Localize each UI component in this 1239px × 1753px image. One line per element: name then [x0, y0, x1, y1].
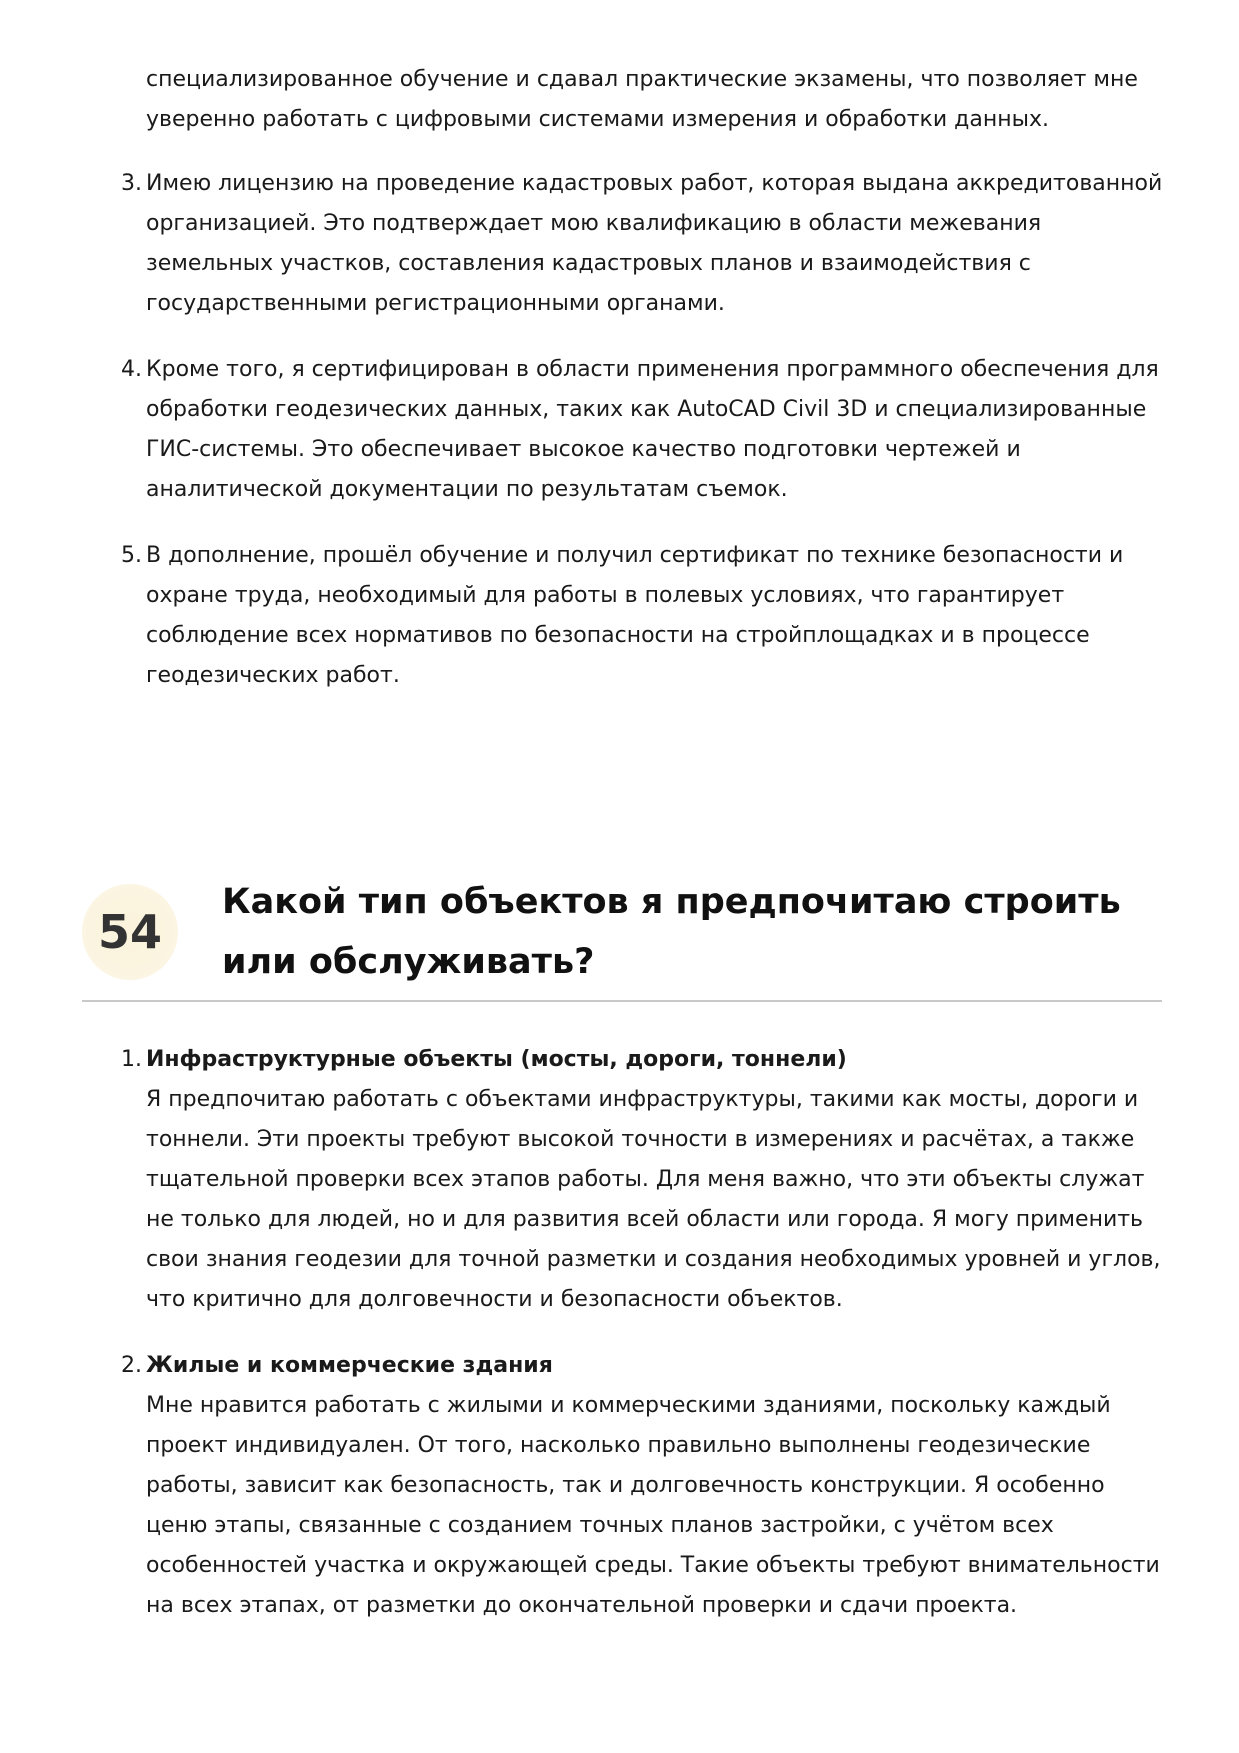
- list-item-title: Жилые и коммерческие здания: [146, 1353, 553, 1378]
- list-item-number: 5.: [121, 543, 142, 568]
- list-item-number: 1.: [121, 1047, 142, 1072]
- list-item-number: 3.: [121, 171, 142, 196]
- list-item: [121, 350, 1166, 510]
- section-number-badge: 54: [82, 884, 178, 980]
- list-item: [121, 1346, 1166, 1626]
- list-item-text: Имею лицензию на проведение кадастровых работ, которая выдана аккредитованной организацией. Это подтверждает мою квалификацию в области межевания земельных участков, составления кадастровых планов и взаимодействия с государственными регистрационными органами.: [146, 171, 1163, 316]
- list-item-continuation: [146, 60, 1166, 140]
- list-item-number: 4.: [121, 357, 142, 382]
- list-item: [121, 164, 1166, 324]
- list-item-text: специализированное обучение и сдавал практические экзамены, что позволяет мне уверенно работать с цифровыми системами измерения и обработки данных.: [146, 67, 1138, 132]
- list-item-number: 2.: [121, 1353, 142, 1378]
- section-heading: [82, 862, 1162, 1002]
- list-item: [121, 536, 1166, 696]
- list-item: [121, 1040, 1166, 1320]
- section-title: Какой тип объектов я предпочитаю строить или обслуживать?: [222, 882, 1121, 982]
- section-divider: [82, 1000, 1162, 1002]
- list-item-text: Кроме того, я сертифицирован в области применения программного обеспечения для обработки геодезических данных, таких как AutoCAD Civil 3D и специализированные ГИС-системы. Это обеспечивает высокое качество подготовки чертежей и аналитической документации по результатам съемок.: [146, 357, 1159, 502]
- list-item-text: Я предпочитаю работать с объектами инфраструктуры, такими как мосты, дороги и тоннели. Эти проекты требуют высокой точности в измерениях и расчётах, а также тщательной проверки всех этапов работы. Для меня важно, что эти объекты служат не только для людей, но и для развития всей области или города. Я могу применить свои знания геодезии для точной разметки и создания необходимых уровней и углов, что критично для долговечности и безопасности объектов.: [146, 1087, 1161, 1312]
- list-item-title: Инфраструктурные объекты (мосты, дороги, тоннели): [146, 1047, 847, 1072]
- list-item-text: Мне нравится работать с жилыми и коммерческими зданиями, поскольку каждый проект индивидуален. От того, насколько правильно выполнены геодезические работы, зависит как безопасность, так и долговечность конструкции. Я особенно ценю этапы, связанные с созданием точных планов застройки, с учётом всех особенностей участка и окружающей среды. Такие объекты требуют внимательности на всех этапах, от разметки до окончательной проверки и сдачи проекта.: [146, 1393, 1160, 1618]
- list-item-text: В дополнение, прошёл обучение и получил сертификат по технике безопасности и охране труда, необходимый для работы в полевых условиях, что гарантирует соблюдение всех нормативов по безопасности на стройплощадках и в процессе геодезических работ.: [146, 543, 1124, 688]
